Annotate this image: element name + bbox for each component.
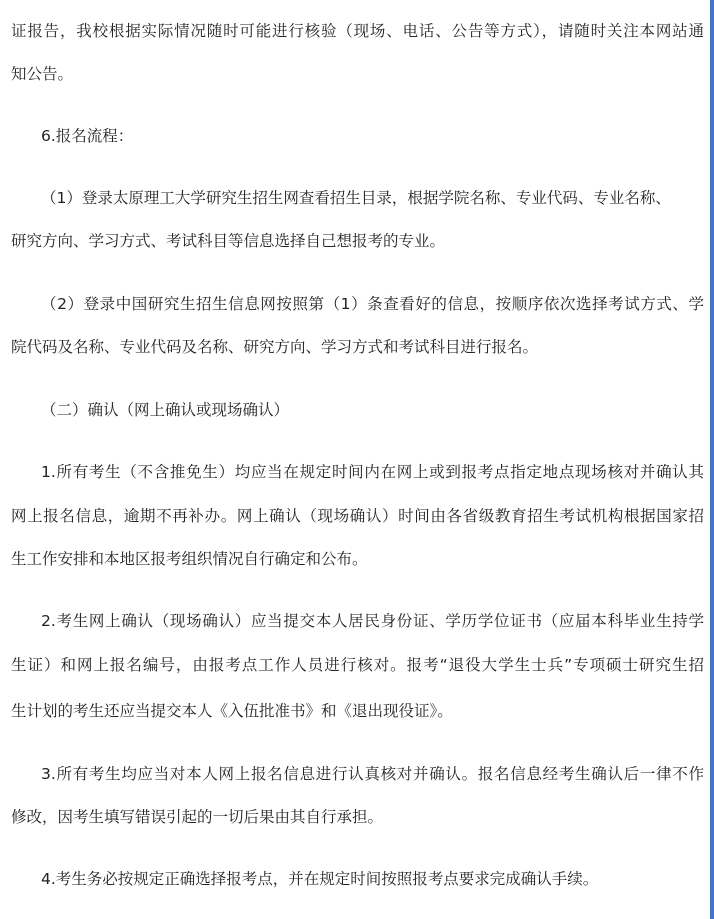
window-edge [710, 0, 714, 919]
paragraph-line: 证报告，我校根据实际情况随时可能进行核验（现场、电话、公告等方式），请随时关注本网站通 [11, 22, 704, 40]
section-heading: （二）确认（网上确认或现场确认） [41, 401, 290, 419]
paragraph-line: 知公告。 [11, 65, 74, 83]
paragraph-line: 2.考生网上确认（现场确认）应当提交本人居民身份证、学历学位证书（应届本科毕业生持学 [41, 612, 704, 630]
paragraph-line: （1）登录太原理工大学研究生招生网查看招生目录，根据学院名称、专业代码、专业名称、 [41, 189, 671, 207]
paragraph-line: 3.所有考生均应当对本人网上报名信息进行认真核对并确认。报名信息经考生确认后一律不作 [41, 765, 704, 783]
paragraph-line: 生计划的考生还应当提交本人《入伍批准书》和《退出现役证》。 [11, 702, 453, 720]
paragraph-line: 生证）和网上报名编号，由报考点工作人员进行核对。报考“退役大学生士兵”专项硕士研究生招 [11, 656, 704, 674]
paragraph-line: 修改，因考生填写错误引起的一切后果由其自行承担。 [11, 808, 384, 826]
paragraph-line: （2）登录中国研究生招生信息网按照第（1）条查看好的信息，按顺序依次选择考试方式、学 [41, 295, 704, 313]
paragraph-line: 网上报名信息，逾期不再补办。网上确认（现场确认）时间由各省级教育招生考试机构根据国家招 [11, 507, 704, 525]
section-heading: 6.报名流程： [41, 127, 134, 145]
paragraph-line: 研究方向、学习方式、考试科目等信息选择自己想报考的专业。 [11, 232, 446, 250]
paragraph-line: 生工作安排和本地区报考组织情况自行确定和公布。 [11, 550, 368, 568]
paragraph-line: 1.所有考生（不含推免生）均应当在规定时间内在网上或到报考点指定地点现场核对并确认其 [41, 463, 704, 481]
paragraph-line: 4.考生务必按规定正确选择报考点，并在规定时间按照报考点要求完成确认手续。 [41, 870, 599, 888]
paragraph-line: 院代码及名称、专业代码及名称、研究方向、学习方式和考试科目进行报名。 [11, 338, 539, 356]
